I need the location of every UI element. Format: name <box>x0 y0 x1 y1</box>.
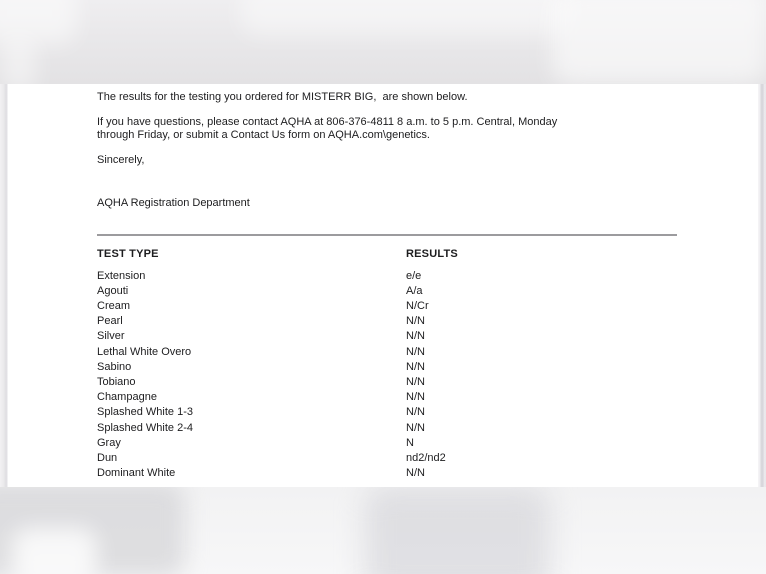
table-row <box>97 345 688 360</box>
background-blob <box>552 0 766 84</box>
table-row <box>97 314 688 329</box>
test-type-cell: Tobiano <box>97 375 136 388</box>
table-row <box>97 375 688 390</box>
test-type-cell: Cream <box>97 299 131 312</box>
table-row <box>97 436 688 451</box>
test-type-cell: Champagne <box>97 391 157 404</box>
test-type-cell: Extension <box>97 269 146 282</box>
intro-paragraph: The results for the testing you ordered for MISTERR BIG, are shown below. <box>97 91 468 103</box>
closing-line: Sincerely, <box>97 154 145 166</box>
test-type-cell: Splashed White 2-4 <box>97 421 193 434</box>
section-divider <box>97 234 677 236</box>
column-header-results: RESULTS <box>406 247 458 260</box>
result-cell: e/e <box>406 269 422 282</box>
test-type-cell: Dominant White <box>97 467 176 480</box>
signature-line: AQHA Registration Department <box>97 197 250 209</box>
result-cell: N/N <box>406 391 425 404</box>
result-cell: N/N <box>406 360 425 373</box>
result-cell: N/N <box>406 315 425 328</box>
background-top-band <box>0 0 766 84</box>
background-blob <box>12 528 97 574</box>
result-cell: A/a <box>406 284 423 297</box>
test-type-cell: Splashed White 1-3 <box>97 406 193 419</box>
table-header-row <box>97 247 688 261</box>
result-cell: N/Cr <box>406 299 429 312</box>
test-type-cell: Silver <box>97 330 125 343</box>
document-page <box>8 84 758 487</box>
result-cell: N/N <box>406 375 425 388</box>
result-cell: N/N <box>406 330 425 343</box>
table-row <box>97 466 688 481</box>
test-type-cell: Agouti <box>97 284 129 297</box>
test-type-cell: Dun <box>97 451 118 464</box>
letter-body <box>8 84 758 481</box>
table-row <box>97 329 688 344</box>
result-cell: N/N <box>406 421 425 434</box>
background-blob <box>365 487 550 574</box>
table-row <box>97 405 688 420</box>
results-table <box>97 247 688 482</box>
table-row <box>97 390 688 405</box>
test-type-cell: Gray <box>97 436 121 449</box>
table-row <box>97 421 688 436</box>
page-edge-strip-right <box>758 84 766 487</box>
result-cell: nd2/nd2 <box>406 451 446 464</box>
contact-paragraph <box>97 116 688 143</box>
result-cell: N/N <box>406 406 425 419</box>
column-header-test-type: TEST TYPE <box>97 247 159 260</box>
test-type-cell: Pearl <box>97 315 123 328</box>
table-row <box>97 299 688 314</box>
contact-line: If you have questions, please contact AQHA at 806-376-4811 8 a.m. to 5 p.m. Central, Monday <box>97 115 558 128</box>
test-type-cell: Lethal White Overo <box>97 345 192 358</box>
result-cell: N <box>406 436 414 449</box>
table-row <box>97 284 688 299</box>
page-edge-strip-left <box>0 84 8 487</box>
result-cell: N/N <box>406 345 425 358</box>
table-row <box>97 451 688 466</box>
table-row <box>97 269 688 284</box>
contact-line: through Friday, or submit a Contact Us form on AQHA.com\genetics. <box>97 129 430 141</box>
background-blob <box>240 0 570 36</box>
result-cell: N/N <box>406 467 425 480</box>
test-type-cell: Sabino <box>97 360 132 373</box>
table-row <box>97 360 688 375</box>
